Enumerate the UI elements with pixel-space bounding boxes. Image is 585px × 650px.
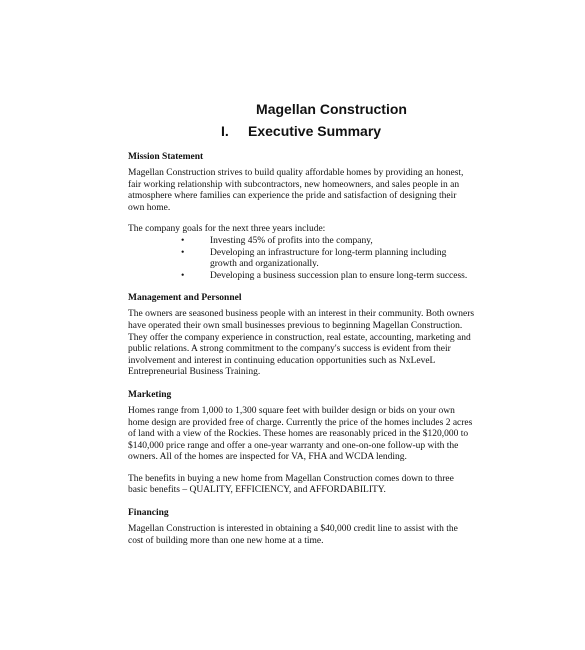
document-title: Magellan Construction: [256, 101, 407, 117]
financing-paragraph: Magellan Construction is interested in obtaining a $40,000 credit line to assist with the cost of building more than one new home at a time.: [128, 524, 458, 546]
section-title: [128, 122, 475, 140]
management-paragraph: The owners are seasoned business people with an interest in their community. Both owners have operated their own small businesses previous to beginning Magellan Construction. They offer the company experience in construction, real estate, accounting, marketing and public relations. A strong commitment to the company's success is evident from their involvement and interest in continuing education opportunities such as NxLeveL Entrepreneurial Business Training.: [128, 309, 475, 378]
financing-heading: Financing: [128, 508, 169, 519]
list-item: [181, 236, 475, 248]
bullet-icon: •: [181, 270, 185, 281]
management-heading: Management and Personnel: [128, 293, 242, 304]
marketing-paragraph-1: Homes range from 1,000 to 1,300 square feet with builder design or bids on your own home design are provided free of charge. Currently the price of the homes includes 2 acres of land with a view of the Rockies. These homes are reasonably priced in the $120,000 to $140,000 price range and offer a one-year warranty and one-on-one follow-up with the owners. All of the homes are inspected for VA, FHA and WCDA lending.: [128, 405, 473, 463]
section-number: I.: [221, 123, 229, 139]
goal-text: Developing a business succession plan to ensure long-term success.: [210, 270, 468, 281]
bullet-icon: •: [181, 235, 185, 246]
list-item: [181, 248, 475, 271]
marketing-heading: Marketing: [128, 389, 172, 400]
marketing-paragraph-2: The benefits in buying a new home from Magellan Construction comes down to three basic benefits – QUALITY, EFFICIENCY, and AFFORDABILITY.: [128, 473, 454, 496]
mission-paragraph: Magellan Construction strives to build quality affordable homes by providing an honest, fair working relationship with subcontractors, new homeowners, and sales people in an atmosphere where families can experience the pride and satisfaction of designing their own home.: [128, 168, 464, 213]
section-title-text: Executive Summary: [248, 123, 382, 139]
mission-heading: Mission Statement: [128, 152, 204, 162]
goals-list: [128, 236, 475, 282]
goals-intro: The company goals for the next three years include:: [128, 224, 326, 235]
list-item: [181, 271, 475, 283]
bullet-icon: •: [181, 247, 185, 258]
goal-text: Developing an infrastructure for long-term planning including growth and organizationally.: [210, 247, 447, 270]
goal-text: Investing 45% of profits into the company,: [210, 235, 373, 246]
